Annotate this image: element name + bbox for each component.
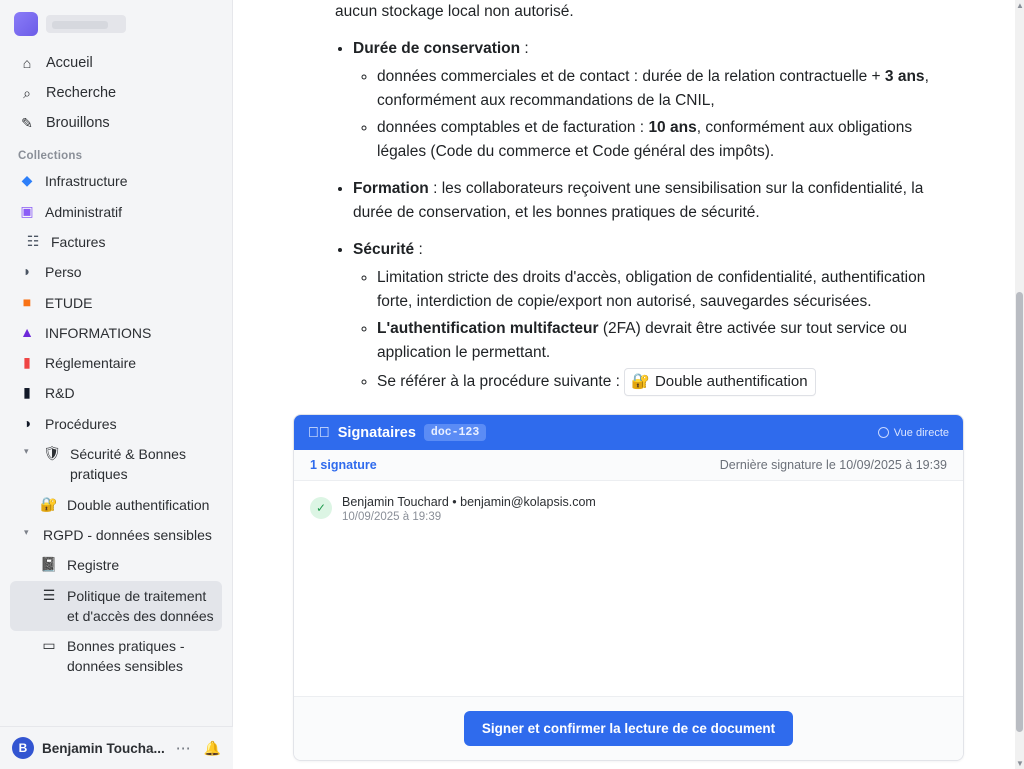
check-circle-icon: ✓⃝ [308, 424, 330, 441]
collection-icon: ▣ [20, 202, 34, 219]
note-icon: ▭ [42, 637, 56, 654]
document-bullet-list [293, 37, 964, 396]
workspace-name [46, 15, 126, 33]
list-item [353, 238, 964, 396]
sidebar-item-perso[interactable] [10, 257, 222, 287]
signature-list [294, 481, 963, 696]
sidebar-item-factures[interactable] [10, 227, 222, 257]
document-sub-list [353, 65, 964, 164]
signature-panel-title: Signataires [337, 424, 416, 441]
list-item [310, 495, 947, 523]
signature-summary-bar [294, 450, 963, 481]
chevron-down-icon[interactable]: ▾ [24, 446, 29, 457]
text: , conformément aux recommandations de la CNIL, [377, 68, 929, 110]
eye-icon [878, 427, 889, 438]
text: (2FA) devrait être activée sur tout service ou application le permettant. [377, 320, 907, 362]
sidebar-item-label: ETUDE [45, 294, 93, 311]
sidebar-item-label: Accueil [46, 55, 93, 71]
document-icon: ☰ [42, 586, 56, 603]
document-sub-list [353, 266, 964, 396]
emphasis: 10 ans [648, 119, 697, 137]
collection-icon: ▮ [23, 354, 31, 371]
bullet-title-suffix: : [414, 241, 423, 259]
list-item [353, 37, 964, 164]
view-mode-indicator[interactable] [878, 427, 949, 439]
signature-panel [293, 414, 964, 761]
sidebar-item-label: Recherche [46, 85, 117, 102]
list-item [377, 368, 964, 396]
sidebar [0, 0, 233, 769]
signer-details [342, 495, 596, 523]
sidebar-item-double-authentification[interactable] [10, 490, 222, 520]
chevron-down-icon[interactable]: ▾ [24, 526, 29, 537]
sidebar-item-bonnes-pratiques-donnees-sensibles[interactable] [10, 631, 222, 682]
list-item [377, 317, 964, 365]
sidebar-item-label: Double authentification [67, 496, 210, 513]
text: données commerciales et de contact : durée de la relation contractuelle + [377, 68, 885, 86]
view-mode-label: Vue directe [893, 426, 949, 439]
collection-icon: ■ [22, 293, 32, 310]
sidebar-user-footer[interactable] [0, 726, 233, 769]
collection-icon: ▮ [23, 384, 31, 401]
signer-email: benjamin@kolapsis.com [460, 495, 596, 510]
collections-heading: Collections [18, 150, 83, 163]
sidebar-item-rgpd-donnees-sensibles[interactable] [10, 520, 222, 550]
sidebar-item-securite-bonnes-pratiques[interactable] [10, 439, 222, 490]
chip-label: Double authentification [654, 373, 808, 391]
lock-icon: 🔐 [40, 495, 58, 512]
truncated-paragraph: aucun stockage local non autorisé. [335, 3, 574, 20]
text: , conformément aux obligations légales (Code du commerce et Code général des impôts). [377, 119, 913, 161]
sidebar-item-label: Réglementaire [45, 355, 137, 372]
check-circle-icon: ✓ [310, 497, 332, 519]
sidebar-item-reglementaire[interactable] [10, 348, 222, 378]
collection-icon: ◗ [22, 263, 32, 280]
more-dots-icon[interactable]: ⋯ [175, 740, 192, 757]
document-body [233, 0, 1024, 396]
list-item [377, 65, 964, 113]
sidebar-item-brouillons[interactable] [10, 108, 222, 138]
sidebar-item-label: Sécurité & Bonnes pratiques [70, 446, 186, 483]
last-signature-label: Dernière signature le 10/09/2025 à 19:39 [719, 458, 947, 473]
avatar: B [12, 737, 34, 759]
list-item [377, 116, 964, 164]
sidebar-item-label: Perso [45, 264, 82, 281]
sidebar-item-label: Bonnes pratiques - données sensibles [67, 638, 185, 675]
sidebar-item-etude[interactable] [10, 288, 222, 318]
bullet-title-suffix: : [520, 40, 529, 58]
sidebar-item-label: Brouillons [46, 115, 110, 132]
search-icon: ⌕ [23, 85, 31, 102]
text: données comptables et de facturation : [377, 119, 649, 137]
bell-icon[interactable]: 🔔 [203, 739, 221, 756]
bullet-title: Sécurité [353, 241, 415, 259]
document-id-badge: doc-123 [424, 424, 486, 441]
collection-icon: ◑ [22, 414, 32, 431]
signature-panel-header [294, 415, 963, 450]
signer-name: Benjamin Touchard [342, 495, 449, 510]
sidebar-item-label: Politique de traitement et d'accès des données [67, 587, 214, 624]
collection-icon: ▲ [20, 323, 34, 340]
signature-count: 1 signature [310, 458, 377, 473]
document-icon: ☷ [26, 232, 40, 249]
text: Se référer à la procédure suivante : [377, 373, 625, 391]
sign-button[interactable]: Signer et confirmer la lecture de ce document [464, 711, 793, 746]
sidebar-item-label: Infrastructure [45, 173, 128, 190]
sidebar-item-label: INFORMATIONS [45, 324, 152, 341]
sidebar-item-politique-traitement-acces[interactable] [10, 581, 222, 632]
emphasis: 3 ans [884, 68, 925, 86]
text: Limitation stricte des droits d'accès, obligation de confidentialité, authentification forte, interdiction de copie/export non autorisé, sauvegardes sécurisées. [377, 269, 926, 311]
list-item [377, 266, 964, 314]
bullet-title-suffix: : les collaborateurs reçoivent une sensibilisation sur la confidentialité, la durée de conservation, et les bonnes pratiques de sécurité. [353, 180, 924, 222]
list-item [353, 177, 964, 225]
shield-icon: 🛡 [43, 445, 61, 462]
separator: • [452, 495, 457, 510]
signer-datetime: 10/09/2025 à 19:39 [342, 511, 442, 524]
scroll-down-arrow-icon[interactable]: ▼ [1016, 759, 1024, 768]
workspace-logo-icon [14, 12, 38, 36]
sidebar-item-label: Factures [51, 233, 106, 250]
sidebar-item-administratif[interactable] [10, 197, 222, 227]
user-name: Benjamin Toucha... [42, 740, 165, 756]
main-content [233, 0, 1024, 769]
sidebar-item-accueil[interactable] [10, 48, 222, 78]
sidebar-item-label: Administratif [45, 203, 123, 220]
scrollbar[interactable] [1015, 0, 1024, 769]
sidebar-item-infrastructure[interactable] [10, 166, 222, 196]
lock-icon: 🔐 [631, 373, 650, 391]
signature-panel-footer [294, 696, 963, 760]
bullet-title: Formation [353, 180, 429, 198]
book-icon: 📓 [40, 556, 58, 573]
primary-nav [0, 46, 232, 138]
sidebar-item-informations[interactable] [10, 318, 222, 348]
sidebar-item-recherche[interactable] [10, 78, 222, 108]
workspace-switcher[interactable] [0, 0, 232, 46]
sidebar-item-rd[interactable] [10, 378, 222, 408]
collections-list [0, 166, 232, 681]
signer-identity [342, 495, 596, 509]
home-icon: ⌂ [22, 55, 32, 72]
sidebar-item-registre[interactable] [10, 550, 222, 580]
bullet-title: Durée de conservation [353, 40, 521, 58]
emphasis: L'authentification multifacteur [377, 320, 599, 338]
scroll-up-arrow-icon[interactable]: ▲ [1016, 1, 1024, 10]
sidebar-item-label: Procédures [45, 415, 117, 432]
document-link-chip[interactable] [624, 368, 815, 396]
sidebar-item-procedures[interactable] [10, 409, 222, 439]
scrollbar-thumb[interactable] [1016, 292, 1023, 732]
sidebar-item-label: RGPD - données sensibles [43, 526, 212, 543]
collection-icon: ◆ [21, 172, 33, 189]
sidebar-item-label: Registre [67, 557, 120, 574]
sidebar-item-label: R&D [45, 385, 75, 402]
drafts-icon: ✎ [21, 115, 33, 132]
